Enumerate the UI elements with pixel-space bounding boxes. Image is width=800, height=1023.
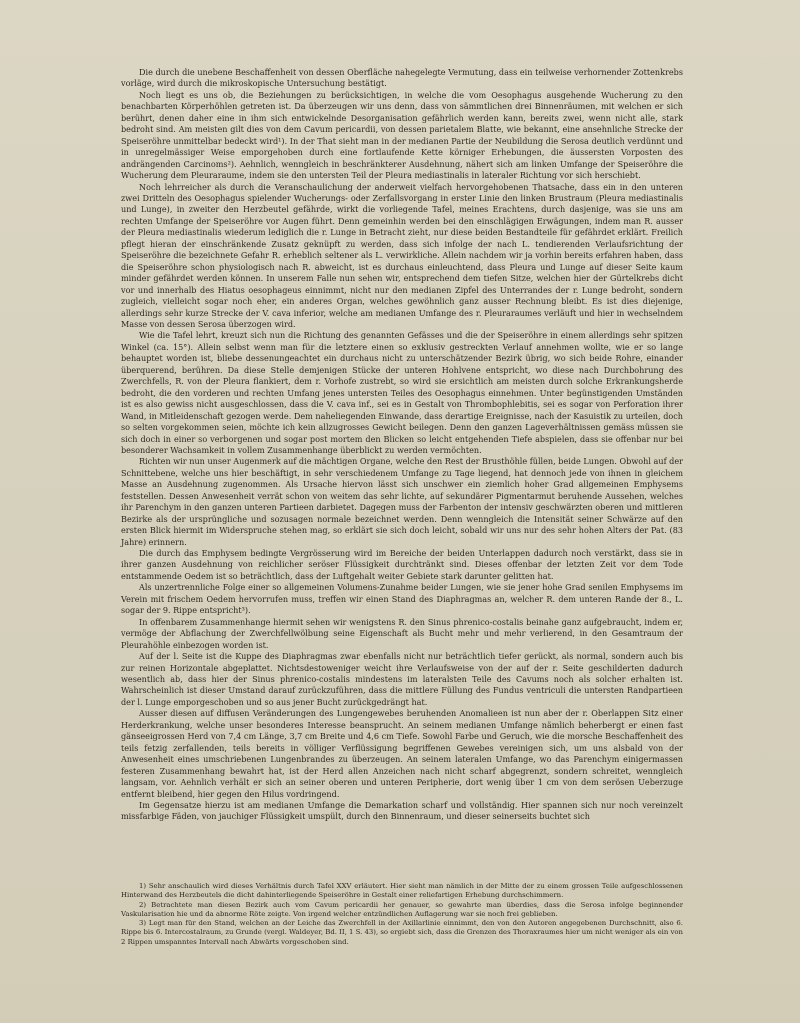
paragraph: Die durch die unebene Beschaffenheit von dessen Oberfläche nahegelegte Vermutung, dass ein teilweise verhornender Zottenkrebs vorläge, wird durch die mikroskopische Untersuchung bestätigt.	[121, 67, 683, 89]
paragraph: Wie die Tafel lehrt, kreuzt sich nun die Richtung des genannten Gefässes und die der Speiseröhre in einem allerdings sehr spitzen Winkel (ca. 15°). Allein selbst wenn man für die letztere einen so exklusiv gestreckten Verlauf annehmen wollte, wie er so lange behauptet worden ist, bliebe dessenungeachtet ein durchaus nicht zu unterschätzender Bezirk übrig, wo sich beide Rohre, einander überquerend, berühren. Da diese Stelle demjenigen Stücke der unteren Hohlvene entspricht, wo diese nach Durchbohrung des Zwerchfells, R. von der Pleura flankiert, dem r. Vorhofe zustrebt, so wird sie ersichtlich am meisten durch solche Erkrankungsherde bedroht, die den vorderen und rechten Umfang jenes untersten Teiles des Oesophagus einnehmen. Unter begünstigenden Umständen ist es also gewiss nicht ausgeschlossen, dass die V. cava inf., sei es in Gestalt von Thrombophlebitis, sei es sogar von Perforation ihrer Wand, in Mitleidenschaft gezogen werde. Dem naheliegenden Einwande, dass derartige Ereignisse, nach der Kasuistik zu urteilen, doch so selten vorgekommen seien, möchte ich kein allzugrosses Gewicht beilegen. Denn den ganzen Lageverhältnissen gemäss müssen sie sich doch in einer so verborgenen und sogar post mortem den Blicken so leicht entgehenden Tiefe abspielen, dass sie offenbar nur bei besonderer Wachsamkeit in vollem Zusammenhange überblickt zu werden vermöchten.	[121, 330, 683, 455]
footnote: 3) Legt man für den Stand, welchen an der Leiche das Zwerchfell in der Axillarlinie einnimmt, den von den Autoren angegebenen Durchschnitt, also 6. Rippe bis 6. Intercostalraum, zu Grunde (vergl. Waldeyer, Bd. II, 1 S. 43), so ergiebt sich, dass die Grenzen des Thoraxraumes hier um nicht weniger als ein von 2 Rippen umspanntes Intervall nach Abwärts vorgeschoben sind.	[121, 919, 683, 946]
paragraph: Als unzertrennliche Folge einer so allgemeinen Volumens-Zunahme beider Lungen, wie sie jener hohe Grad senilen Emphysems im Verein mit frischem Oedem hervorrufen muss, treffen wir einen Stand des Diaphragmas an, welcher R. dem unteren Rande der 8., L. sogar der 9. Rippe entspricht³).	[121, 582, 683, 616]
paragraph: Noch liegt es uns ob, die Beziehungen zu berücksichtigen, in welche die vom Oesophagus ausgehende Wucherung zu den benachbarten Körperhöhlen getreten ist. Da überzeugen wir uns denn, dass von sämmtlichen drei Binnenräumen, mit welchen er sich berührt, denen daher eine in ihm sich entwickelnde Desorganisation gefährlich werden kann, bereits zwei, wenn nicht alle, stark bedroht sind. Am meisten gilt dies von dem Cavum pericardii, von dessen parietalem Blatte, wie bekannt, eine ansehnliche Strecke der Speiseröhre unmittelbar bedeckt wird¹). In der That sieht man in der medianen Partie der Neubildung die Serosa deutlich verdünnt und in unregelmässiger Weise emporgehoben durch eine fortlaufende Kette körniger Erhebungen, die äussersten Vorposten des andrängenden Carcinoms²). Aehnlich, wenngleich in beschränkterer Ausdehnung, nähert sich am linken Umfange der Speiseröhre die Wucherung dem Pleuraraume, indem sie den untersten Teil der Pleura mediastinalis in lateraler Richtung vor sich herschiebt.	[121, 89, 683, 181]
paragraph: Ausser diesen auf diffusen Veränderungen des Lungengewebes beruhenden Anomalieen ist nun aber der r. Oberlappen Sitz einer Herderkrankung, welche unser besonderes Interesse beansprucht. An seinem medianen Umfange nämlich beherbergt er einen fast gänseeigrossen Herd von 7,4 cm Länge, 3,7 cm Breite und 4,6 cm Tiefe. Sowohl Farbe und Geruch, wie die morsche Beschaffenheit des teils fetzig zerfallenden, teils bereits in völliger Verflüssigung begriffenen Gewebes vereinigen sich, um uns alsbald von der Anwesenheit eines umschriebenen Lungenbrandes zu überzeugen. An seinem lateralen Umfange, wo das Parenchym einigermassen festeren Zusammenhang bewahrt hat, ist der Herd allen Anzeichen nach nicht scharf abgegrenzt, sondern schreitet, wenngleich langsam, vor. Aehnlich verhält er sich an seiner oberen und unteren Peripherie, dort wenig über 1 cm von dem serösen Ueberzuge entfernt bleibend, hier gegen den Hilus vordringend.	[121, 708, 683, 799]
paragraph: Im Gegensatze hierzu ist am medianen Umfange die Demarkation scharf und vollständig. Hier spannen sich nur noch vereinzelt missfarbige Fäden, von jauchiger Flüssigkeit umspült, durch den Binnenraum, und dieser seinerseits buchtet sich	[121, 800, 683, 822]
paragraph: Noch lehrreicher als durch die Veranschaulichung der anderweit vielfach hervorgehobenen Thatsache, dass ein in den unteren zwei Dritteln des Oesophagus spielender Wucherungs- oder Zerfallsvorgang in erster Linie den linken Brustraum (Pleura mediastinalis und Lunge), in zweiter den Herzbeutel gefährde, wirkt die vorliegende Tafel, meines Erachtens, durch dasjenige, was sie uns am rechten Umfange der Speiseröhre vor Augen führt. Denn gemeinhin werden bei den einschlägigen Erwägungen, indem man R. ausser der Pleura mediastinalis wiederum lediglich die r. Lunge in Betracht zieht, nur diese beiden Bestandteile für gefährdet erklärt. Freilich pflegt hieran der einschränkende Zusatz geknüpft zu werden, dass sich infolge der nach L. tendierenden Verlaufsrichtung der Speiseröhre die bezeichnete Gefahr R. erheblich seltener als L. verwirkliche. Allein nachdem wir ja vorhin bereits erfahren haben, dass die Speiseröhre schon physiologisch nach R. abweicht, ist es durchaus einleuchtend, dass Pleura und Lunge auf dieser Seite kaum minder gefährdet werden können. In unserem Falle nun sehen wir, entsprechend dem tiefen Sitze, welchen hier der Gürtelkrebs dicht vor und innerhalb des Hiatus oesophageus einnimmt, nicht nur den medianen Zipfel des Unterrandes der r. Lunge bedroht, sondern zugleich, vielleicht sogar noch eher, ein anderes Organ, welches gewöhnlich ganz ausser Rechnung bleibt. Es ist dies diejenige, allerdings sehr kurze Strecke der V. cava inferior, welche am medianen Umfange des r. Pleuraraumes verläuft und hier in wechselndem Masse von dessen Serosa überzogen wird.	[121, 181, 683, 329]
paragraph: Auf der l. Seite ist die Kuppe des Diaphragmas zwar ebenfalls nicht nur beträchtlich tiefer gerückt, als normal, sondern auch bis zur reinen Horizontale abgeplattet. Nichtsdestoweniger weicht ihre Verlaufsweise von der auf der r. Seite geschilderten dadurch wesentlich ab, dass hier der Sinus phrenico-costalis mindestens im lateralsten Teile des Cavums noch als solcher erhalten ist. Wahrscheinlich ist dieser Umstand darauf zurückzuführen, dass die mittlere Füllung des Fundus ventriculi die untersten Randpartieen der l. Lunge emporgeschoben und so aus jener Bucht zurückgedrängt hat.	[121, 651, 683, 707]
body-text	[121, 67, 683, 823]
footnote: 1) Sehr anschaulich wird dieses Verhältnis durch Tafel XXV erläutert. Hier sieht man nämlich in der Mitte der zu einem grossen Teile aufgeschlossenen Hinterwand des Herzbeutels die dicht dahinterliegende Speiseröhre in Gestalt einer reliefartigen Erhebung durchschimmern.	[121, 882, 683, 900]
footnotes	[121, 882, 683, 947]
paragraph: Die durch das Emphysem bedingte Vergrösserung wird im Bereiche der beiden Unterlappen dadurch noch verstärkt, dass sie in ihrer ganzen Ausdehnung von reichlicher seröser Flüssigkeit durchtränkt sind. Dieses offenbar der letzten Zeit vor dem Tode entstammende Oedem ist so beträchtlich, dass der Luftgehalt weiter Gebiete stark darunter gelitten hat.	[121, 548, 683, 581]
footnote: 2) Betrachtete man diesen Bezirk auch vom Cavum pericardii her genauer, so gewahrte man überdies, dass die Serosa infolge beginnender Vaskularisation hie und da abnorme Röte zeigte. Von irgend welcher entzündlichen Auflagerung war sie noch frei geblieben.	[121, 900, 683, 918]
paragraph: Richten wir nun unser Augenmerk auf die mächtigen Organe, welche den Rest der Brusthöhle füllen, beide Lungen. Obwohl auf der Schnittebene, welche uns hier beschäftigt, in sehr verschiedenem Umfange zu Tage liegend, hat dennoch jede von ihnen in gleichem Masse an Ausdehnung zugenommen. Als Ursache hiervon lässt sich unschwer ein ziemlich hoher Grad allgemeinen Emphysems feststellen. Dessen Anwesenheit verrät schon von weitem das sehr lichte, auf sekundärer Pigmentarmut beruhende Aussehen, welches ihr Parenchym in den ganzen unteren Partieen darbietet. Dagegen muss der Farbenton der intensiv geschwärzten oberen und mittleren Bezirke als der ursprüngliche und sozusagen normale bezeichnet werden. Denn wenngleich die Intensität seiner Schwärze auf den ersten Blick hiermit im Widerspruche stehen mag, so erklärt sie sich doch leicht, sobald wir uns nur des sehr hohen Alters der Pat. (83 Jahre) erinnern.	[121, 456, 683, 547]
paragraph: In offenbarem Zusammenhange hiermit sehen wir wenigstens R. den Sinus phrenico-costalis beinahe ganz aufgebraucht, indem er, vermöge der Abflachung der Zwerchfellwölbung seine Eigenschaft als Bucht mehr und mehr verlierend, in den Gesamtraum der Pleurahöhle einbezogen worden ist.	[121, 616, 683, 650]
